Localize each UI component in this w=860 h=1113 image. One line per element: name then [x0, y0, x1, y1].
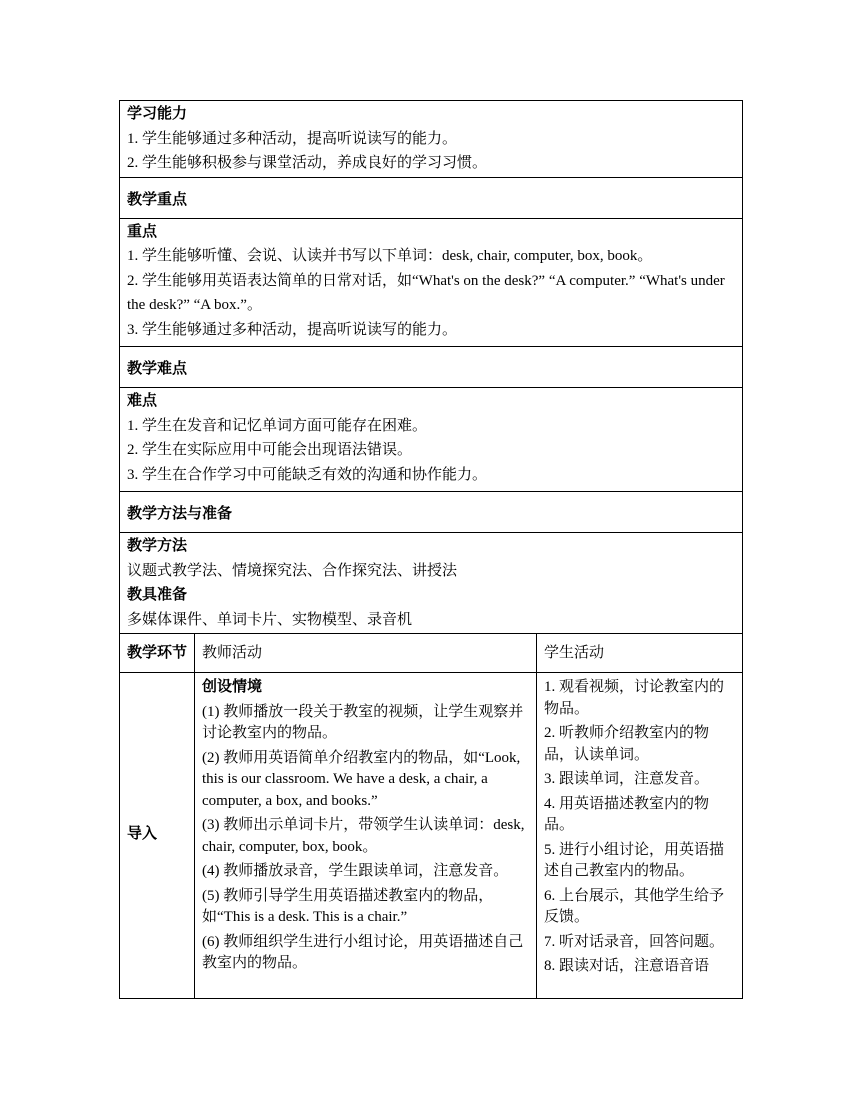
lesson-plan-page	[119, 100, 742, 999]
lesson-plan-table	[119, 100, 743, 999]
teacher-title: 创设情境	[202, 679, 263, 695]
difficulty-item: 3. 学生在合作学习中可能缺乏有效的沟通和协作能力。	[127, 466, 488, 483]
student-step: 1. 观看视频，讨论教室内的物品。	[544, 679, 725, 717]
prep-text: 多媒体课件、单词卡片、实物模型、录音机	[127, 611, 413, 628]
key-point-item: 1. 学生能够听懂、会说、认读并书写以下单词：desk, chair, computer, box, book。	[127, 248, 653, 264]
methods-row	[120, 533, 743, 634]
key-point-item: 3. 学生能够通过多种活动，提高听说读写的能力。	[127, 321, 458, 338]
student-cell	[537, 673, 743, 999]
difficulty-item: 1. 学生在发音和记忆单词方面可能存在困难。	[127, 417, 428, 434]
student-step: 2. 听教师介绍教室内的物品，认读单词。	[544, 725, 710, 763]
method-title: 教学方法	[127, 538, 188, 554]
methods-header-row	[120, 492, 743, 533]
difficulties-header: 教学难点	[127, 361, 188, 377]
prep-title: 教具准备	[127, 587, 188, 603]
key-points-row	[120, 218, 743, 347]
student-header: 学生活动	[537, 634, 743, 673]
teacher-cell	[195, 673, 537, 999]
difficulties-subtitle: 难点	[127, 393, 158, 409]
student-step: 6. 上台展示，其他学生给予反馈。	[544, 887, 725, 925]
difficulties-row	[120, 388, 743, 492]
activity-header-row	[120, 634, 743, 673]
teacher-header: 教师活动	[195, 634, 537, 673]
student-step: 4. 用英语描述教室内的物品。	[544, 795, 710, 833]
activity-row	[120, 673, 743, 999]
teacher-step: (4) 教师播放录音，学生跟读单词，注意发音。	[202, 863, 509, 879]
student-step: 5. 进行小组讨论，用英语描述自己教室内的物品。	[544, 841, 725, 879]
teacher-step: (2) 教师用英语简单介绍教室内的物品，如“Look, this is our classroom. We have a desk, a chair, a computer, a box, and books.”	[202, 749, 521, 809]
ability-row	[120, 101, 743, 178]
teacher-step: (5) 教师引导学生用英语描述教室内的物品，如“This is a desk. This is a chair.”	[202, 887, 494, 925]
student-step: 3. 跟读单词，注意发音。	[544, 771, 710, 787]
stage-cell: 导入	[120, 673, 195, 999]
ability-item: 2. 学生能够积极参与课堂活动，养成良好的学习习惯。	[127, 155, 488, 171]
stage-header: 教学环节	[120, 634, 195, 673]
ability-title: 学习能力	[127, 106, 188, 122]
key-point-item: 2. 学生能够用英语表达简单的日常对话，如“What's on the desk?” “A computer.” “What's under the desk?” “A box.”。	[127, 272, 725, 313]
ability-item: 1. 学生能够通过多种活动，提高听说读写的能力。	[127, 130, 458, 147]
difficulties-header-row	[120, 347, 743, 388]
methods-header: 教学方法与准备	[127, 506, 233, 522]
difficulty-item: 2. 学生在实际应用中可能会出现语法错误。	[127, 442, 413, 458]
key-points-subtitle: 重点	[127, 223, 158, 240]
student-step: 8. 跟读对话，注意语音语	[544, 958, 710, 974]
method-text: 议题式教学法、情境探究法、合作探究法、讲授法	[127, 562, 458, 579]
student-step: 7. 听对话录音，回答问题。	[544, 933, 725, 950]
key-points-header: 教学重点	[127, 191, 188, 208]
teacher-step: (3) 教师出示单词卡片，带领学生认读单词：desk, chair, computer, box, book。	[202, 817, 525, 855]
teacher-step: (6) 教师组织学生进行小组讨论，用英语描述自己教室内的物品。	[202, 933, 524, 971]
teacher-step: (1) 教师播放一段关于教室的视频，让学生观察并讨论教室内的物品。	[202, 703, 524, 741]
key-points-header-row	[120, 177, 743, 218]
